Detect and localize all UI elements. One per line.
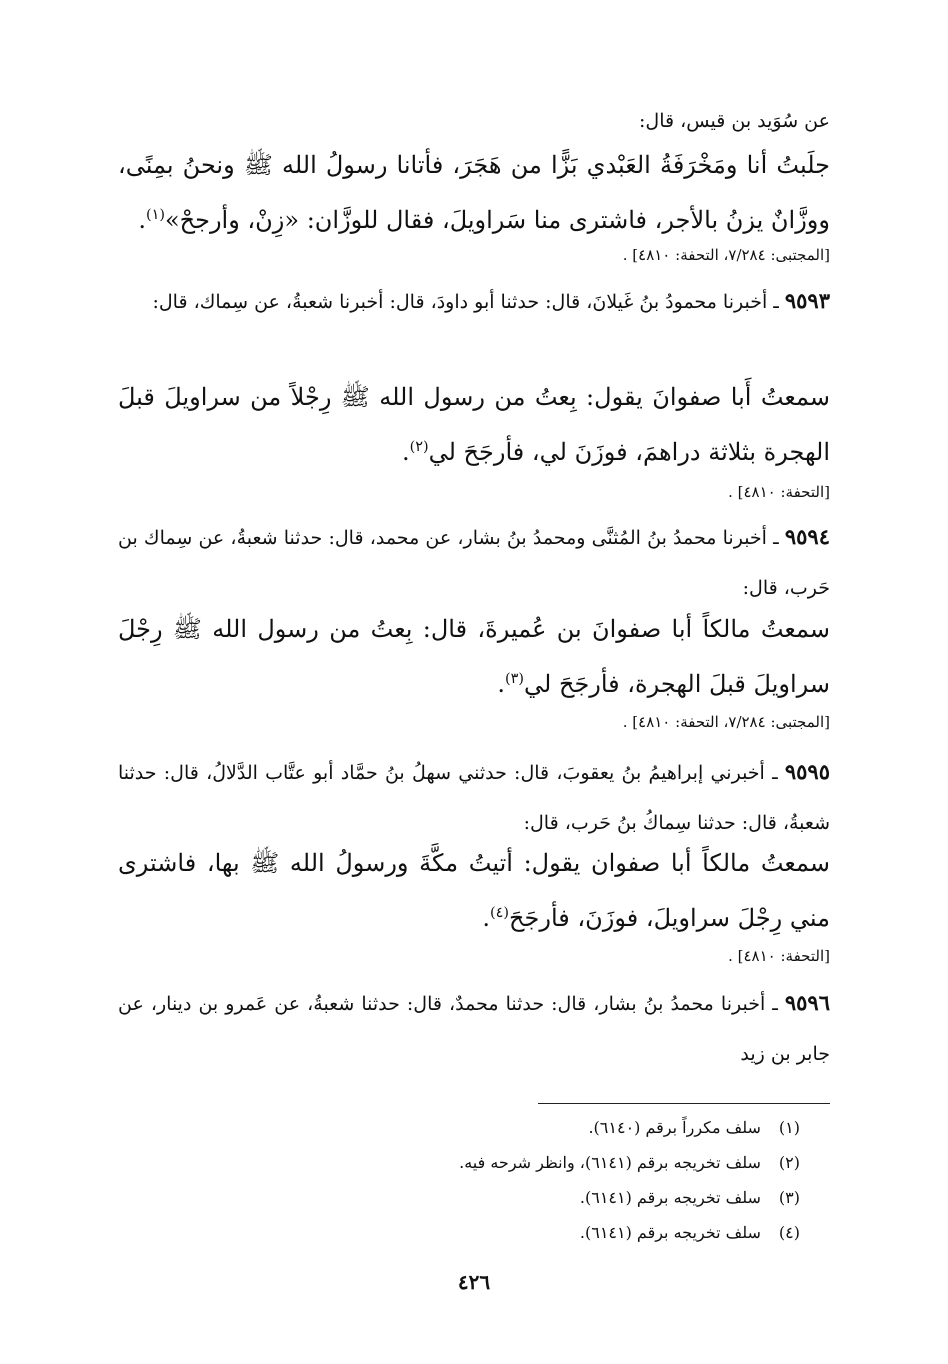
hadith-text — [118, 604, 830, 709]
footnote-marker: (٣) — [505, 671, 524, 687]
matn-text: سمعتُ أَبا صفوانَ يقول: بِعتُ من رسول الله ﷺ رِجْلاً من سراويلَ قبلَ الهجرة بثلاثة دراهمَ، فوزَنَ لي، فأرجَحَ لي — [118, 383, 830, 466]
matn-text: جلَبتُ أنا ومَخْرَفَةُ العَبْدي بَزًّا من هَجَرَ، فأتانا رسولُ الله ﷺ ونحنُ بمِنًى، ووزَّانٌ يزنُ بالأجر، فاشترى منا سَراويلَ، فقال للوزَّان: «زِنْ، وأرجحْ» — [118, 151, 830, 234]
hadith-number: ٩٥٩٤ — [784, 524, 830, 549]
hadith-chain — [118, 512, 830, 613]
chain-text: ـ أخبرني إبراهيمُ بنُ يعقوبَ، قال: حدثني سهلُ بنُ حمَّاد أبو عتَّاب الدَّلالُ، قال: حدثنا شعبةُ، قال: حدثنا سِماكُ بنُ حَرب، قال: — [118, 762, 830, 834]
chain-continued — [118, 96, 830, 146]
hadith-reference — [118, 710, 830, 734]
page-number: ٤٢٦ — [457, 1270, 491, 1294]
hadith-text — [118, 140, 830, 245]
footnote-text: سلف تخريجه برقم (٦١٤١)، وانظر شرحه فيه. — [459, 1153, 761, 1172]
chain-text: ـ أخبرنا محمدُ بنُ المُثنَّى ومحمدُ بنُ بشار، عن محمد، قال: حدثنا شعبةُ، عن سِماك بن حَرب، قال: — [118, 527, 830, 599]
footnote-marker: (١) — [145, 207, 165, 223]
footnote-number: (١) — [778, 1118, 800, 1137]
hadith-reference — [118, 480, 830, 504]
matn-text: سمعتُ مالكاً أبا صفوانَ بن عُميرةَ، قال: بِعتُ من رسول الله ﷺ رِجْلَ سراويلَ قبلَ الهجرة، فأرجَحَ لي — [118, 615, 830, 698]
footnote-marker: (٢) — [409, 439, 429, 455]
footnote — [240, 1180, 800, 1215]
reference-text: [المجتبى: ٧/٢٨٤، التحفة: ٤٨١٠] . — [622, 713, 830, 731]
footnote-number: (٤) — [778, 1223, 800, 1242]
matn-text: سمعتُ مالكاً أبا صفوان يقول: أتيتُ مكَّةَ ورسولُ الله ﷺ بها، فاشترى مني رِجْلَ سراويلَ، فوزَنَ، فأرجَحَ — [118, 849, 830, 932]
footnote-text: سلف تخريجه برقم (٦١٤١). — [579, 1223, 761, 1242]
footnote — [240, 1145, 800, 1180]
hadith-number: ٩٥٩٣ — [784, 288, 830, 313]
matn-end: . — [497, 670, 506, 698]
footnote-marker: (٤) — [490, 905, 510, 921]
hadith-chain — [118, 747, 830, 848]
matn-end: . — [401, 438, 410, 466]
hadith-chain — [118, 978, 830, 1079]
reference-text: [التحفة: ٤٨١٠] . — [728, 483, 830, 501]
hadith-number: ٩٥٩٦ — [784, 990, 830, 1015]
chain-text: ـ أخبرنا محمودُ بنُ غَيلانَ، قال: حدثنا أبو داودَ، قال: أخبرنا شعبةُ، عن سِماك، قال: — [152, 291, 785, 313]
chain-text: ـ أخبرنا محمدُ بنُ بشار، قال: حدثنا محمدٌ، قال: حدثنا شعبةُ، عن عَمرو بن دينار، عن جابر بن زيد — [118, 993, 830, 1065]
footnote-number: (٣) — [778, 1188, 800, 1207]
hadith-number: ٩٥٩٥ — [784, 759, 830, 784]
hadith-chain — [118, 276, 830, 327]
matn-end: . — [138, 206, 146, 234]
footnote-number: (٢) — [778, 1153, 800, 1172]
chain-text: عن سُوَيد بن قيس، قال: — [639, 110, 830, 132]
footnote-text: سلف مكرراً برقم (٦١٤٠). — [588, 1118, 761, 1137]
reference-text: [التحفة: ٤٨١٠] . — [728, 947, 830, 965]
hadith-reference — [118, 944, 830, 968]
footnotes-list — [240, 1110, 800, 1250]
hadith-text — [118, 372, 830, 477]
footnote-text: سلف تخريجه برقم (٦١٤١). — [579, 1188, 761, 1207]
hadith-text — [118, 838, 830, 943]
footnote-divider — [538, 1103, 830, 1104]
matn-end: . — [482, 904, 491, 932]
reference-text: [المجتبى: ٧/٢٨٤، التحفة: ٤٨١٠] . — [622, 246, 830, 264]
footnote — [240, 1110, 800, 1145]
footnote — [240, 1215, 800, 1250]
hadith-reference — [118, 243, 830, 267]
